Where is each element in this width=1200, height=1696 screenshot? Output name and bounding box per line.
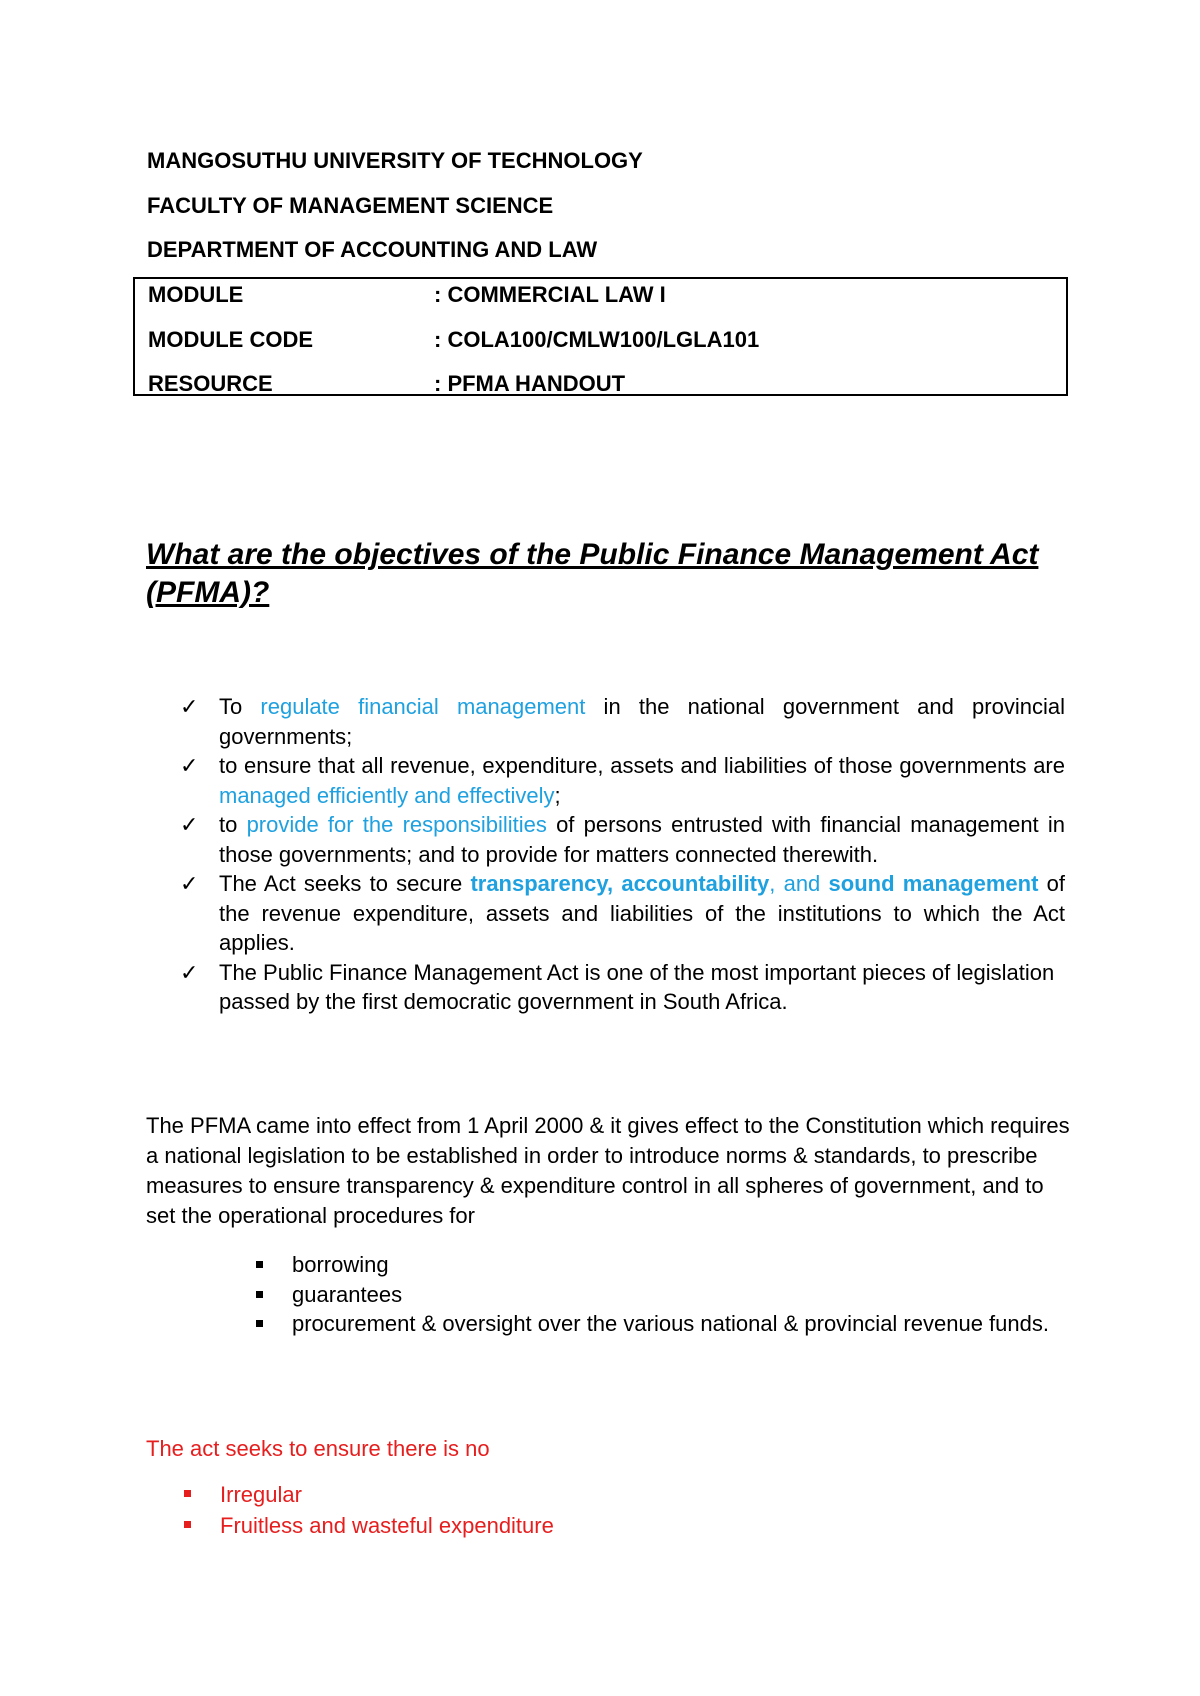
square-bullet-icon <box>256 1320 263 1327</box>
procedures-list <box>252 1250 1067 1339</box>
list-item: Fruitless and wasteful expenditure <box>180 1510 1030 1541</box>
check-icon: ✓ <box>180 871 199 896</box>
resource-label: RESOURCE <box>148 371 273 396</box>
objective-item: ✓ The Public Finance Management Act is one of the most important pieces of legislation passed by the first democratic government in South Africa. <box>180 959 1055 1014</box>
objective-item: ✓ To regulate financial management in the national government and provincial governments; <box>180 694 1065 749</box>
objective-highlight: managed efficiently and effectively <box>219 782 555 808</box>
module-code-label: MODULE CODE <box>148 327 313 352</box>
module-info-box <box>133 277 1068 396</box>
module-value: : COMMERCIAL LAW I <box>434 282 666 307</box>
module-code-value: : COLA100/CMLW100/LGLA101 <box>434 327 760 352</box>
objective-highlight: provide for the responsibilities <box>246 812 547 837</box>
check-icon: ✓ <box>180 753 199 778</box>
objective-highlight: regulate financial management <box>260 694 586 719</box>
pfma-paragraph: The PFMA came into effect from 1 April 2000 & it gives effect to the Constitution which requires a national legislation to be established in order to introduce norms & standards, to prescribe measures to ensure transparency & expenditure control in all spheres of government, and to set the operational procedures for <box>146 1113 1070 1228</box>
objective-item: ✓ to provide for the responsibilities of persons entrusted with financial management in those governments; and to provide for matters connected therewith. <box>180 812 1065 867</box>
check-icon: ✓ <box>180 959 199 985</box>
square-bullet-icon <box>184 1521 191 1528</box>
list-item: procurement & oversight over the various national & provincial revenue funds. <box>252 1309 1067 1339</box>
objective-highlight-transparency: transparency <box>470 871 607 896</box>
list-item: borrowing <box>252 1250 1067 1280</box>
objective-item: ✓ to ensure that all revenue, expenditure, assets and liabilities of those governments are managed efficiently and effectively; <box>180 753 1065 808</box>
objectives-list <box>180 692 1065 1017</box>
list-item: guarantees <box>252 1280 1067 1310</box>
act-seeks-intro: The act seeks to ensure there is no <box>146 1436 490 1461</box>
act-seeks-list <box>180 1479 1030 1541</box>
square-bullet-icon <box>256 1291 263 1298</box>
check-icon: ✓ <box>180 694 199 719</box>
check-icon: ✓ <box>180 812 199 837</box>
square-bullet-icon <box>256 1261 263 1268</box>
square-bullet-icon <box>184 1490 191 1497</box>
faculty-name: FACULTY OF MANAGEMENT SCIENCE <box>147 193 554 218</box>
resource-value: : PFMA HANDOUT <box>434 371 626 396</box>
objective-highlight-accountability: accountability <box>621 871 770 896</box>
university-name: MANGOSUTHU UNIVERSITY OF TECHNOLOGY <box>147 148 643 173</box>
objective-highlight-sound-management: sound management <box>828 871 1039 896</box>
module-label: MODULE <box>148 282 244 307</box>
list-item: Irregular <box>180 1479 1030 1510</box>
objective-item: ✓ The Act seeks to secure transparency, accountability, and sound management of the revenue expenditure, assets and liabilities of the institutions to which the Act applies. <box>180 871 1066 955</box>
department-name: DEPARTMENT OF ACCOUNTING AND LAW <box>147 237 598 262</box>
section-question-heading: What are the objectives of the Public Finance Management Act (PFMA)? <box>146 538 1039 609</box>
